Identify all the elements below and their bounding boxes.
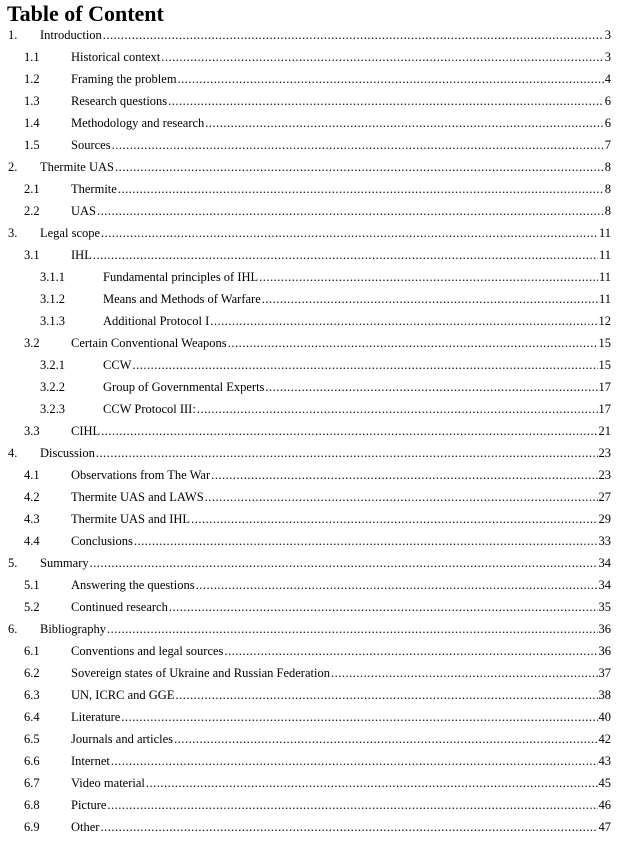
dot-leader: [211, 464, 597, 486]
toc-entry-page-number: 11: [598, 248, 611, 262]
toc-entry-page-number: 8: [604, 160, 611, 174]
toc-entry-label: Framing the problem: [71, 72, 177, 86]
dot-leader: [228, 332, 598, 354]
toc-entry-page-number: 43: [598, 754, 611, 768]
toc-entry-number: 4.3: [24, 512, 40, 526]
dot-leader: [161, 46, 604, 68]
dot-leader: [121, 706, 597, 728]
toc-entry[interactable]: [40, 288, 611, 310]
toc-entry-label: Summary: [40, 556, 89, 570]
toc-entry-page-number: 15: [598, 336, 611, 350]
toc-entry-page-number: 6: [604, 116, 611, 130]
toc-entry-label: Literature: [71, 710, 121, 724]
toc-entry[interactable]: [40, 376, 611, 398]
toc-entry-page-number: 23: [598, 468, 611, 482]
toc-entry[interactable]: [24, 486, 611, 508]
toc-entry-number: 4.2: [24, 490, 40, 504]
toc-entry-label: UN, ICRC and GGE: [71, 688, 175, 702]
toc-entry-number: 3.2: [24, 336, 40, 350]
toc-entry-page-number: 29: [598, 512, 611, 526]
toc-entry-number: 6.: [8, 622, 18, 636]
toc-entry-number: 6.6: [24, 754, 40, 768]
dot-leader: [196, 574, 598, 596]
dot-leader: [97, 200, 604, 222]
page-title: Table of Content: [7, 1, 164, 26]
dot-leader: [115, 156, 604, 178]
toc-entry-number: 4.4: [24, 534, 40, 548]
toc-entry-number: 6.9: [24, 820, 40, 834]
dot-leader: [90, 552, 598, 574]
toc-entry-label: Fundamental principles of IHL: [103, 270, 259, 284]
dot-leader: [101, 222, 598, 244]
toc-entry[interactable]: [24, 750, 611, 772]
toc-entry[interactable]: [24, 772, 611, 794]
toc-entry[interactable]: [24, 178, 611, 200]
toc-entry-number: 3.1.3: [40, 314, 65, 328]
toc-entry[interactable]: [24, 68, 611, 90]
dot-leader: [175, 684, 597, 706]
toc-entry[interactable]: [24, 574, 611, 596]
toc-entry-page-number: 3: [604, 50, 611, 64]
toc-entry-number: 5.1: [24, 578, 40, 592]
toc-entry-label: CIHL: [71, 424, 101, 438]
toc-entry-page-number: 34: [598, 556, 611, 570]
toc-entry[interactable]: [24, 706, 611, 728]
toc-entry-page-number: 12: [598, 314, 611, 328]
toc-entry-label: Other: [71, 820, 100, 834]
toc-entry[interactable]: [24, 200, 611, 222]
toc-entry-page-number: 4: [604, 72, 611, 86]
toc-entry-number: 1.: [8, 28, 18, 42]
toc-entry-number: 6.5: [24, 732, 40, 746]
dot-leader: [112, 134, 604, 156]
toc-entry[interactable]: [8, 156, 611, 178]
dot-leader: [107, 618, 598, 640]
dot-leader: [178, 68, 604, 90]
toc-entry-number: 3.1.1: [40, 270, 65, 284]
dot-leader: [224, 640, 597, 662]
toc-entry[interactable]: [8, 442, 611, 464]
dot-leader: [205, 486, 598, 508]
dot-leader: [96, 442, 598, 464]
toc-entry-page-number: 17: [598, 380, 611, 394]
toc-entry-page-number: 36: [598, 644, 611, 658]
dot-leader: [118, 178, 604, 200]
toc-entry-page-number: 33: [598, 534, 611, 548]
toc-entry-page-number: 40: [598, 710, 611, 724]
toc-entry-page-number: 3: [604, 28, 611, 42]
toc-entry-label: Legal scope: [40, 226, 101, 240]
toc-entry-number: 6.3: [24, 688, 40, 702]
toc-entry-number: 1.1: [24, 50, 40, 64]
toc-entry-label: UAS: [71, 204, 97, 218]
toc-entry-page-number: 27: [598, 490, 611, 504]
toc-entry-page-number: 34: [598, 578, 611, 592]
toc-entry-label: Thermite: [71, 182, 117, 196]
toc-entry-page-number: 8: [604, 182, 611, 196]
toc-entry-page-number: 23: [598, 446, 611, 460]
toc-entry-number: 3.1: [24, 248, 40, 262]
dot-leader: [265, 376, 597, 398]
dot-leader: [174, 728, 597, 750]
toc-entry[interactable]: [24, 596, 611, 618]
dot-leader: [331, 662, 598, 684]
toc-entry-number: 6.1: [24, 644, 40, 658]
toc-entry[interactable]: [24, 90, 611, 112]
dot-leader: [191, 508, 597, 530]
toc-entry[interactable]: [24, 508, 611, 530]
toc-entry-label: Thermite UAS: [40, 160, 114, 174]
toc-entry-page-number: 11: [598, 270, 611, 284]
toc-entry[interactable]: [24, 244, 611, 266]
toc-entry-label: Research questions: [71, 94, 168, 108]
toc-entry-number: 1.2: [24, 72, 40, 86]
toc-entry-number: 6.7: [24, 776, 40, 790]
toc-entry-label: Picture: [71, 798, 107, 812]
dot-leader: [134, 530, 598, 552]
toc-entry-label: Introduction: [40, 28, 102, 42]
toc-entry-label: Conventions and legal sources: [71, 644, 224, 658]
dot-leader: [100, 816, 597, 838]
toc-entry-number: 6.8: [24, 798, 40, 812]
toc-entry[interactable]: [24, 684, 611, 706]
toc-entry-number: 2.: [8, 160, 18, 174]
toc-entry-number: 4.: [8, 446, 18, 460]
toc-entry-label: Certain Conventional Weapons: [71, 336, 227, 350]
toc-entry-page-number: 21: [598, 424, 611, 438]
toc-entry-page-number: 37: [598, 666, 611, 680]
toc-entry-number: 6.2: [24, 666, 40, 680]
toc-entry[interactable]: [24, 332, 611, 354]
toc-entry-label: Sources: [71, 138, 111, 152]
toc-entry[interactable]: [24, 728, 611, 750]
toc-entry-page-number: 8: [604, 204, 611, 218]
toc-entry-page-number: 47: [598, 820, 611, 834]
toc-entry-label: Video material: [71, 776, 145, 790]
toc-entry-label: Historical context: [71, 50, 161, 64]
toc-entry[interactable]: [8, 618, 611, 640]
toc-entry-label: Observations from The War: [71, 468, 211, 482]
toc-entry-page-number: 45: [598, 776, 611, 790]
toc-entry-number: 3.1.2: [40, 292, 65, 306]
toc-entry-number: 2.1: [24, 182, 40, 196]
toc-entry-page-number: 46: [598, 798, 611, 812]
toc-entry[interactable]: [24, 112, 611, 134]
toc-entry-page-number: 42: [598, 732, 611, 746]
toc-entry-number: 5.2: [24, 600, 40, 614]
toc-entry-label: Thermite UAS and LAWS: [71, 490, 204, 504]
toc-entry-label: Bibliography: [40, 622, 106, 636]
toc-entry-label: CCW: [103, 358, 132, 372]
toc-entry-page-number: 6: [604, 94, 611, 108]
toc-entry[interactable]: [40, 398, 611, 420]
toc-entry-label: CCW Protocol III:: [103, 402, 196, 416]
toc-entry-label: Discussion: [40, 446, 95, 460]
toc-entry-label: Group of Governmental Experts: [103, 380, 265, 394]
toc-entry-label: Continued research: [71, 600, 168, 614]
dot-leader: [169, 596, 598, 618]
toc-entry[interactable]: [24, 530, 611, 552]
toc-entry-label: Thermite UAS and IHL: [71, 512, 191, 526]
toc-entry[interactable]: [24, 640, 611, 662]
toc-entry-label: Answering the questions: [71, 578, 195, 592]
toc-entry-number: 5.: [8, 556, 18, 570]
toc-entry-number: 2.2: [24, 204, 40, 218]
toc-entry-number: 3.: [8, 226, 18, 240]
toc-entry-page-number: 11: [598, 226, 611, 240]
dot-leader: [259, 266, 598, 288]
toc-entry[interactable]: [24, 794, 611, 816]
toc-entry-page-number: 11: [598, 292, 611, 306]
dot-leader: [146, 772, 598, 794]
toc-entry-number: 4.1: [24, 468, 40, 482]
toc-entry-page-number: 36: [598, 622, 611, 636]
toc-entry-number: 1.5: [24, 138, 40, 152]
toc-entry-number: 1.4: [24, 116, 40, 130]
toc-entry-page-number: 35: [598, 600, 611, 614]
dot-leader: [262, 288, 598, 310]
toc-entry[interactable]: [24, 420, 611, 442]
dot-leader: [210, 310, 597, 332]
dot-leader: [205, 112, 603, 134]
toc-entry-label: Means and Methods of Warfare: [103, 292, 261, 306]
toc-entry-label: Methodology and research: [71, 116, 205, 130]
toc-entry[interactable]: [24, 662, 611, 684]
toc-entry[interactable]: [24, 464, 611, 486]
toc-entry-number: 1.3: [24, 94, 40, 108]
toc-entry[interactable]: [40, 266, 611, 288]
toc-entry[interactable]: [40, 310, 611, 332]
dot-leader: [168, 90, 604, 112]
toc-entry-number: 6.4: [24, 710, 40, 724]
toc-entry-label: Conclusions: [71, 534, 133, 548]
toc-entry-page-number: 7: [604, 138, 611, 152]
dot-leader: [107, 794, 597, 816]
toc-entry[interactable]: [24, 46, 611, 68]
toc-entry-number: 3.2.1: [40, 358, 65, 372]
toc-entry[interactable]: [8, 24, 611, 46]
dot-leader: [197, 398, 598, 420]
toc-entry-label: Internet: [71, 754, 110, 768]
toc-entry[interactable]: [8, 552, 611, 574]
toc-entry-number: 3.2.2: [40, 380, 65, 394]
toc-entry-page-number: 17: [598, 402, 611, 416]
toc-entry-label: Journals and articles: [71, 732, 174, 746]
dot-leader: [111, 750, 598, 772]
toc-entry-page-number: 15: [598, 358, 611, 372]
dot-leader: [132, 354, 597, 376]
dot-leader: [103, 24, 604, 46]
toc-entry[interactable]: [24, 134, 611, 156]
toc-entry-label: Additional Protocol I: [103, 314, 210, 328]
dot-leader: [93, 244, 598, 266]
toc-entry-label: Sovereign states of Ukraine and Russian Federation: [71, 666, 330, 680]
toc-entry-page-number: 38: [598, 688, 611, 702]
toc-entry-label: IHL: [71, 248, 92, 262]
toc-entry-number: 3.3: [24, 424, 40, 438]
toc-entry-number: 3.2.3: [40, 402, 65, 416]
toc-entry[interactable]: [40, 354, 611, 376]
toc-entry[interactable]: [8, 222, 611, 244]
dot-leader: [101, 420, 597, 442]
toc-entry[interactable]: [24, 816, 611, 838]
